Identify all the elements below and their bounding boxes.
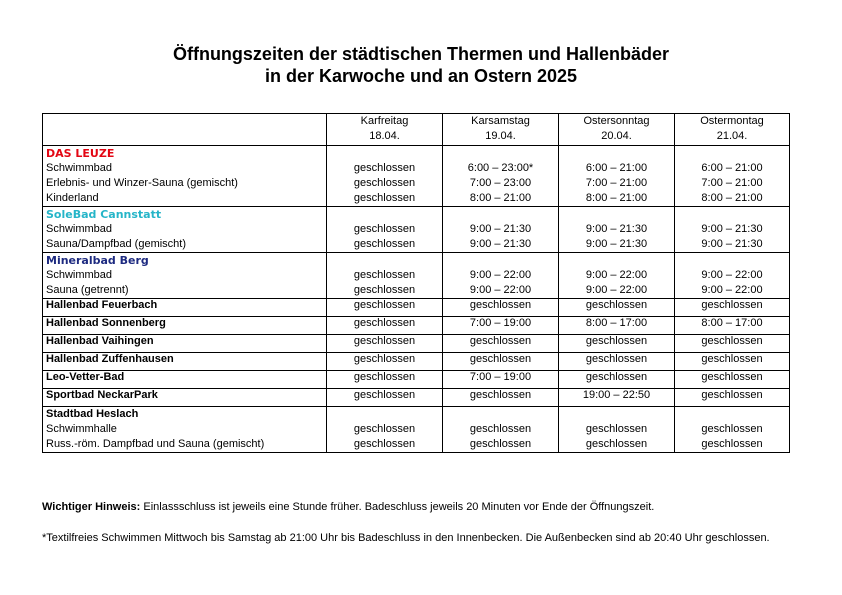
facility-name: Sportbad NeckarPark <box>43 389 327 407</box>
group-row-solebad-cannstatt <box>43 207 790 253</box>
table-row-sportbad-neckarpark <box>43 389 790 407</box>
facility-name: Schwimmbad <box>46 269 113 281</box>
facility-name: Schwimmbad <box>46 162 113 174</box>
important-note-label: Wichtiger Hinweis: <box>42 501 141 513</box>
hours-cell: 9:00 – 21:30 9:00 – 21:30 <box>443 207 559 253</box>
facility-name: Leo-Vetter-Bad <box>43 371 327 389</box>
table-row-hallenbad-vaihingen <box>43 335 790 353</box>
header-day-ostersonntag: Ostersonntag 20.04. <box>559 114 675 146</box>
group-row-stadtbad-heslach <box>43 407 790 453</box>
title-line-1: Öffnungszeiten der städtischen Thermen und Hallenbäder <box>172 44 670 64</box>
table-row-hallenbad-feuerbach <box>43 299 790 317</box>
hours-cell: geschlossen <box>559 353 675 371</box>
page-title <box>0 43 842 87</box>
facility-name: Hallenbad Vaihingen <box>43 335 327 353</box>
group-name: Stadtbad Heslach <box>46 408 139 420</box>
footnote: *Textilfreies Schwimmen Mittwoch bis Samstag ab 21:00 Uhr bis Badeschluss in den Innenbecken. Die Außenbecken sind ab 20:40 Uhr geschlossen. <box>42 532 770 544</box>
title-line-2: in der Karwoche und an Ostern 2025 <box>264 66 578 86</box>
facility-name: Russ.-röm. Dampfbad und Sauna (gemischt) <box>46 438 265 450</box>
facility-cell <box>43 407 327 453</box>
header-facility-cell <box>43 114 327 146</box>
facility-name: Sauna/Dampfbad (gemischt) <box>46 238 187 250</box>
facility-cell <box>43 207 327 253</box>
facility-name: Sauna (getrennt) <box>46 284 129 296</box>
group-name: SoleBad Cannstatt <box>46 208 162 221</box>
hours-cell: geschlossen <box>327 389 443 407</box>
opening-hours-table <box>42 113 790 453</box>
facility-name: Schwimmhalle <box>46 423 117 435</box>
hours-cell: geschlossen <box>327 317 443 335</box>
table-row-hallenbad-zuffenhausen <box>43 353 790 371</box>
hours-cell: geschlossen <box>675 389 790 407</box>
facility-name: Hallenbad Sonnenberg <box>43 317 327 335</box>
hours-cell: geschlossen geschlossen <box>327 253 443 299</box>
important-note <box>42 501 802 513</box>
hours-cell: geschlossen <box>675 353 790 371</box>
hours-cell: 6:00 – 21:00 7:00 – 21:00 8:00 – 21:00 <box>559 146 675 207</box>
hours-cell: geschlossen <box>675 371 790 389</box>
hours-cell: geschlossen <box>559 335 675 353</box>
hours-cell: 9:00 – 21:30 9:00 – 21:30 <box>675 207 790 253</box>
hours-cell: geschlossen <box>443 353 559 371</box>
hours-cell: geschlossen <box>675 335 790 353</box>
important-note-text: Einlassschluss ist jeweils eine Stunde früher. Badeschluss jeweils 20 Minuten vor Ende der Öffnungszeit. <box>140 501 655 513</box>
hours-cell: 19:00 – 22:50 <box>559 389 675 407</box>
facility-name: Erlebnis- und Winzer-Sauna (gemischt) <box>46 177 238 189</box>
facility-cell <box>43 146 327 207</box>
hours-cell: 9:00 – 22:00 9:00 – 22:00 <box>675 253 790 299</box>
hours-cell: geschlossen <box>443 389 559 407</box>
hours-cell: geschlossen <box>443 299 559 317</box>
hours-cell: geschlossen <box>327 371 443 389</box>
hours-cell: geschlossen geschlossen <box>443 407 559 453</box>
hours-cell: 9:00 – 22:00 9:00 – 22:00 <box>443 253 559 299</box>
facility-name: Schwimmbad <box>46 223 113 235</box>
facility-name: Hallenbad Feuerbach <box>43 299 327 317</box>
hours-cell: geschlossen geschlossen <box>327 207 443 253</box>
hours-cell: 7:00 – 19:00 <box>443 317 559 335</box>
hours-cell: geschlossen <box>675 299 790 317</box>
header-day-ostermontag: Ostermontag 21.04. <box>675 114 790 146</box>
hours-cell: geschlossen <box>559 299 675 317</box>
table-row-leo-vetter-bad <box>43 371 790 389</box>
hours-cell: geschlossen geschlossen geschlossen <box>327 146 443 207</box>
hours-cell: geschlossen <box>327 299 443 317</box>
hours-cell: 9:00 – 21:30 9:00 – 21:30 <box>559 207 675 253</box>
header-day-karsamstag: Karsamstag 19.04. <box>443 114 559 146</box>
table-row-hallenbad-sonnenberg <box>43 317 790 335</box>
facility-name: Kinderland <box>46 192 99 204</box>
hours-cell: geschlossen geschlossen <box>327 407 443 453</box>
hours-cell: 8:00 – 17:00 <box>559 317 675 335</box>
hours-cell: geschlossen <box>327 353 443 371</box>
hours-cell: geschlossen <box>559 371 675 389</box>
table-header-row <box>43 114 790 146</box>
hours-cell: 8:00 – 17:00 <box>675 317 790 335</box>
hours-cell: geschlossen geschlossen <box>675 407 790 453</box>
facility-cell <box>43 253 327 299</box>
hours-cell: geschlossen geschlossen <box>559 407 675 453</box>
group-name: Mineralbad Berg <box>46 254 149 267</box>
hours-cell: geschlossen <box>327 335 443 353</box>
hours-cell: 6:00 – 23:00* 7:00 – 23:00 8:00 – 21:00 <box>443 146 559 207</box>
facility-name: Hallenbad Zuffenhausen <box>43 353 327 371</box>
hours-cell: 7:00 – 19:00 <box>443 371 559 389</box>
hours-cell: 6:00 – 21:00 7:00 – 21:00 8:00 – 21:00 <box>675 146 790 207</box>
group-name: DAS LEUZE <box>46 147 115 160</box>
group-row-mineralbad-berg <box>43 253 790 299</box>
hours-cell: geschlossen <box>443 335 559 353</box>
header-day-karfreitag: Karfreitag 18.04. <box>327 114 443 146</box>
hours-cell: 9:00 – 22:00 9:00 – 22:00 <box>559 253 675 299</box>
group-row-das-leuze <box>43 146 790 207</box>
